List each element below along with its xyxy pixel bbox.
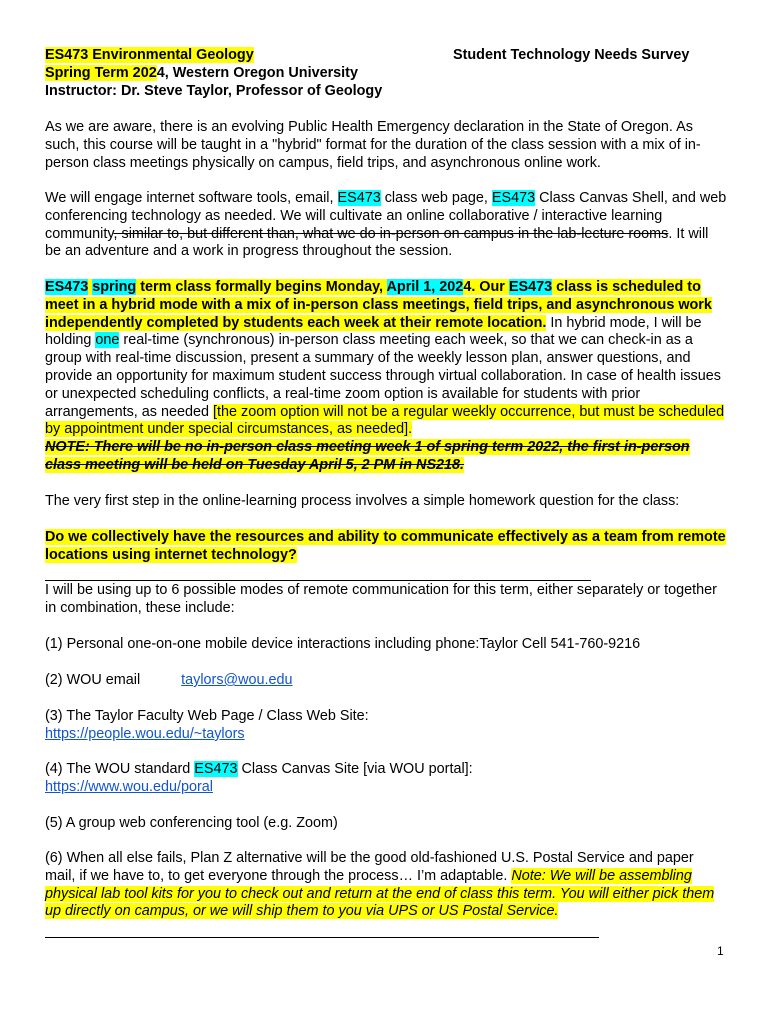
p2-text-a: We will engage internet software tools, email, xyxy=(45,190,338,206)
page-number: 1 xyxy=(717,944,724,958)
p3-bold-text: class is scheduled to meet in a hybrid mode with a mix of in-person class meetings, field trips, and asynchronous work independently completed by students each week at their remote location. xyxy=(45,279,712,331)
p2-text-d: . It will be an adventure and a work in progress throughout the session. xyxy=(45,225,709,260)
mode-item-4-text: (4) The WOU standard xyxy=(45,761,195,777)
mode-item-3-label: (3) The Taylor Faculty Web Page / Class Web Site: xyxy=(45,708,369,724)
mode-item-2-label: (2) WOU email xyxy=(45,672,141,688)
struck-note: NOTE: There will be no in-person class meeting week 1 of spring term 2022, the first in-person class meeting will be held on Tuesday April 5, 2 PM in NS218. xyxy=(45,439,690,473)
question-text: Do we collectively have the resources and ability to communicate effectively as a team from remote locations using internet technology? xyxy=(45,529,726,563)
bottom-divider-line xyxy=(45,937,599,938)
term-rest: 4, Western Oregon University xyxy=(156,64,358,81)
one-highlight: one xyxy=(95,332,120,349)
mode-item-4-text: Class Canvas Site [via WOU portal]: xyxy=(237,761,473,777)
es473-highlight: ES473 xyxy=(45,279,89,295)
p2-text-c: Class Canvas Shell, and web conferencing technology as needed. We will cultivate an online collaborative / interactive learning community xyxy=(45,190,727,242)
tools-paragraph xyxy=(45,190,727,261)
first-step-paragraph: The very first step in the online-learning process involves a simple homework question for the class: xyxy=(45,493,680,509)
es473-highlight: ES473 xyxy=(337,190,381,206)
canvas-portal-link[interactable]: https://www.wou.edu/poral xyxy=(45,778,213,795)
mode-item-1: (1) Personal one-on-one mobile device interactions including phone:Taylor Cell 541-760-9216 xyxy=(45,636,641,652)
email-link[interactable]: taylors@wou.edu xyxy=(181,672,293,688)
p3-bold-text: term class formally begins Monday, xyxy=(136,279,387,295)
instructor-line: Instructor: Dr. Steve Taylor, Professor of Geology xyxy=(45,82,383,99)
date-highlight: April 1, 202 xyxy=(386,279,464,295)
mode-item-4 xyxy=(45,761,727,797)
spring-highlight: spring xyxy=(92,279,137,295)
question xyxy=(45,529,727,565)
p3-bold-text: 4. Our xyxy=(463,279,509,295)
modes-paragraph: I will be using up to 6 possible modes of remote communication for this term, either separately or together in combination, these include: xyxy=(45,582,717,616)
schedule-paragraph xyxy=(45,279,727,475)
intro-paragraph: As we are aware, there is an evolving Public Health Emergency declaration in the State of Oregon. As such, this course will be taught in a "hybrid" format for the duration of the class session with a mix of in-person class meetings physically on campus, field trips, and asynchronous online work. xyxy=(45,119,701,171)
es473-highlight: ES473 xyxy=(194,761,238,777)
term-highlight: Spring Term 202 xyxy=(45,64,157,81)
p2-text-b: class web page, xyxy=(380,190,492,206)
survey-title: Student Technology Needs Survey xyxy=(453,47,690,63)
mode-item-5: (5) A group web conferencing tool (e.g. Zoom) xyxy=(45,815,338,831)
p3-normal-text: In hybrid mode, I will be holding xyxy=(45,314,702,349)
header-left xyxy=(45,47,445,100)
mode-item-3 xyxy=(45,708,727,744)
course-title-text: ES473 Environmental Geology xyxy=(45,47,254,63)
course-title xyxy=(45,47,254,63)
divider-line xyxy=(45,580,591,581)
mode-item-6 xyxy=(45,850,727,921)
p3-normal-text: real-time (synchronous) in-person class meeting each week, so that we can check-in as a group with real-time discussion, present a summary of the weekly lesson plan, answer questions, and provide an opportunity for maximum student success through virtual collaboration. In case of health issues or unexpected scheduling conflicts, a real-time zoom option is available for students with prior arrangements, as needed xyxy=(45,332,721,420)
faculty-web-link[interactable]: https://people.wou.edu/~taylors xyxy=(45,725,245,742)
es473-highlight: ES473 xyxy=(491,190,536,206)
mode-item-2 xyxy=(45,672,727,690)
struck-text: , similar to, but different than, what we do in-person on campus in the lab-lecture rooms xyxy=(113,225,669,242)
mode-item-6-text: (6) When all else fails, Plan Z alternative will be the good old-fashioned U.S. Postal Service and paper mail, if we have to, to get everyone through the process… I’m adaptable. xyxy=(45,850,694,884)
es473-highlight: ES473 xyxy=(508,279,553,295)
zoom-note: [the zoom option will not be a regular weekly occurrence, but must be scheduled by appointment under special circumstances, as needed]. xyxy=(45,403,725,438)
lab-kit-note: Note: We will be assembling physical lab tool kits for you to check out and return at the end of class this term. You will either pick them up directly on campus, or we will ship them to you via UPS or US Postal Service. xyxy=(45,867,715,920)
